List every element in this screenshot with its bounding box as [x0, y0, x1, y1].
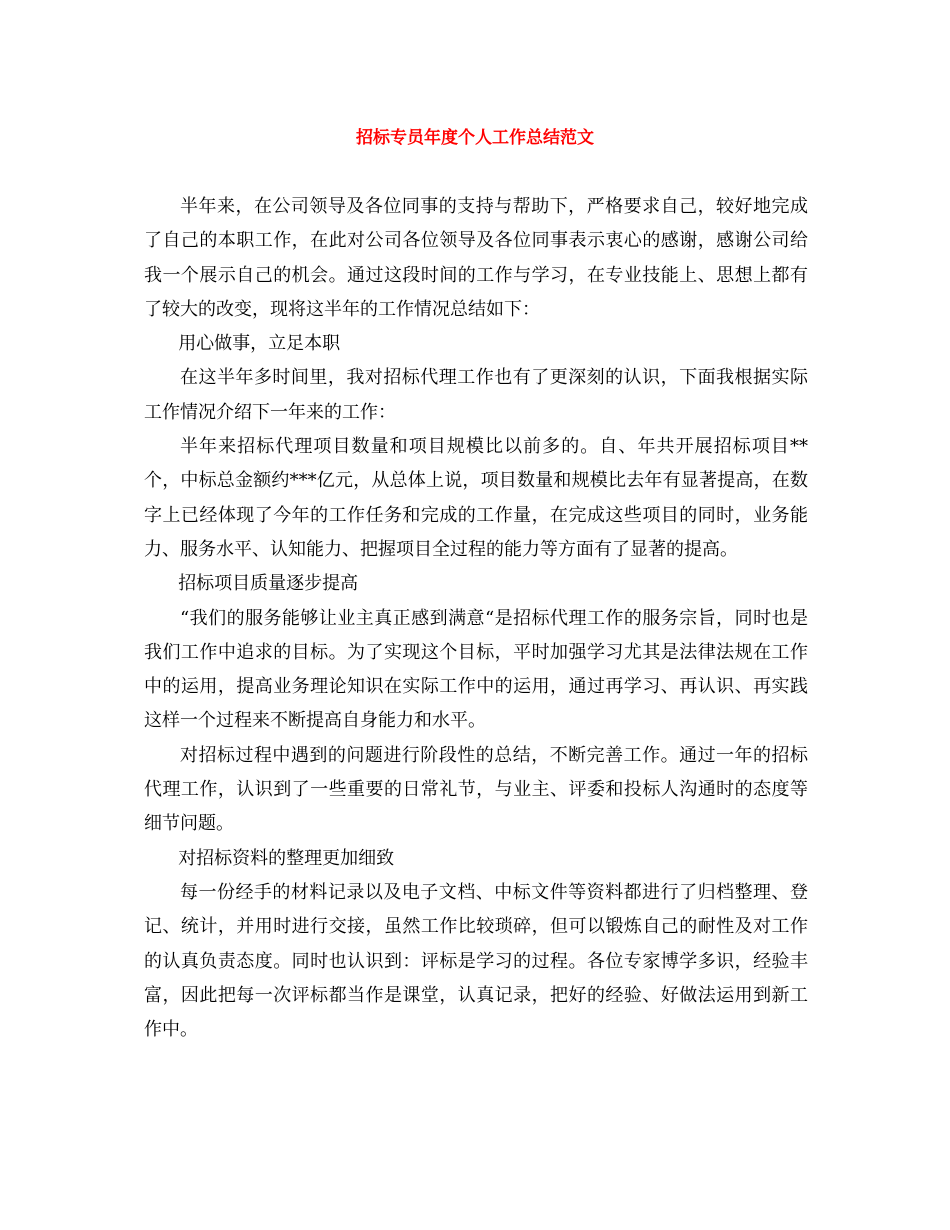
paragraph-intro: 半年来，在公司领导及各位同事的支持与帮助下，严格要求自己，较好地完成了自己的本职工作，在此对公司各位领导及各位同事表示衷心的感谢，感谢公司给我一个展示自己的机会。通过这段时间的工作与学习，在专业技能上、思想上都有了较大的改变，现将这半年的工作情况总结如下： [144, 196, 808, 320]
paragraph-project-volume: 半年来招标代理项目数量和项目规模比以前多的。自、年共开展招标项目**个，中标总金额约***亿元，从总体上说，项目数量和规模比去年有显著提高，在数字上已经体现了今年的工作任务和完成的工作量，在完成这些项目的同时，业务能力、服务水平、认知能力、把握项目全过程的能力等方面有了显著的提高。 [144, 436, 808, 560]
paragraph-service-goal: “我们的服务能够让业主真正感到满意“是招标代理工作的服务宗旨，同时也是我们工作中追求的目标。为了实现这个目标，平时加强学习尤其是法律法规在工作中的运用，提高业务理论知识在实际工作中的运用，通过再学习、再认识、再实践这样一个过程来不断提高自身能力和水平。 [144, 607, 808, 732]
paragraph-summary-problems: 对招标过程中遇到的问题进行阶段性的总结，不断完善工作。通过一年的招标代理工作，认识到了一些重要的日常礼节，与业主、评委和投标人沟通时的态度等细节问题。 [144, 744, 808, 835]
section-heading-documents: 对招标资料的整理更加细致 [178, 847, 395, 869]
document-title: 招标专员年度个人工作总结范文 [356, 128, 594, 148]
paragraph-archiving: 每一份经手的材料记录以及电子文档、中标文件等资料都进行了归档整理、登记、统计，并用时进行交接，虽然工作比较琐碎，但可以锻炼自己的耐性及对工作的认真负责态度。同时也认识到：评标是学习的过程。各位专家博学多识，经验丰富，因此把每一次评标都当作是课堂，认真记录，把好的经验、好做法运用到新工作中。 [144, 881, 808, 1041]
section-heading-quality: 招标项目质量逐步提高 [178, 573, 359, 595]
document-body [144, 190, 808, 1047]
paragraph-understanding: 在这半年多时间里，我对招标代理工作也有了更深刻的认识，下面我根据实际工作情况介绍下一年来的工作： [144, 367, 808, 423]
section-heading-focus: 用心做事，立足本职 [178, 333, 341, 355]
